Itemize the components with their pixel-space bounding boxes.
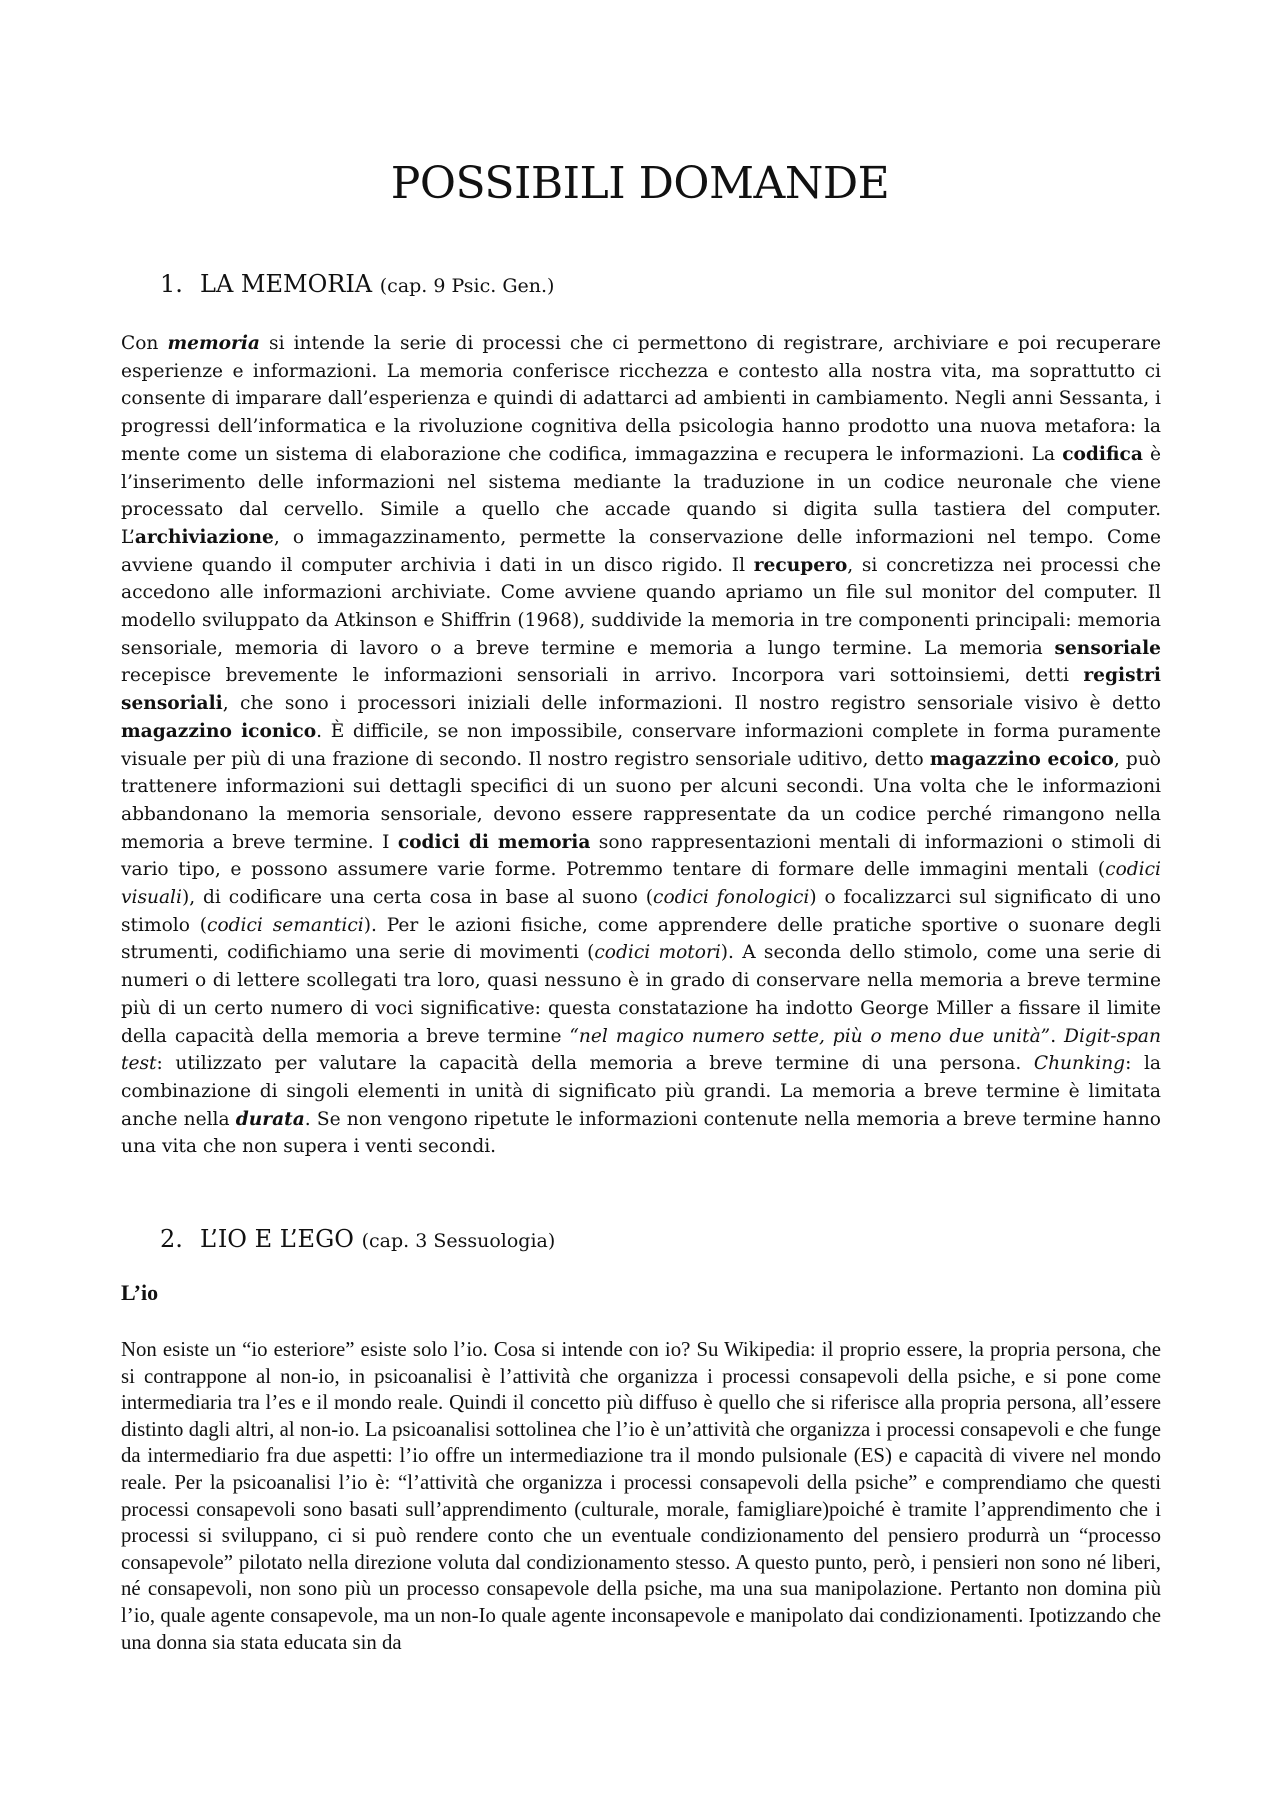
text-run: archiviazione <box>134 526 274 548</box>
text-run: registri sensoriali <box>121 665 1161 715</box>
text-run: durata <box>235 1108 305 1130</box>
text-run: . È difficile, se non impossibile, conservare informazioni complete in forma puramente visuale per più di una frazione di secondo. Il nostro registro sensoriale uditivo, detto <box>121 720 1161 770</box>
text-run: : la combinazione di singoli elementi in unità di significato più grandi. La memoria a breve termine è limitata anche nella <box>121 1053 1161 1130</box>
subsection-label: L’io <box>121 1280 159 1305</box>
text-run: , può trattenere informazioni sui dettagli specifici di un suono per alcuni secondi. Una volta che le informazioni abbandonano la memoria sensoriale, devono essere rappresentate da un codice perché rimangono nella memoria a breve termine. I <box>121 748 1162 853</box>
io-paragraph: Non esiste un “io esteriore” esiste solo l’io. Cosa si intende con io? Su Wikipedia: il proprio essere, la propria persona, che si contrappone al non-io, in psicoanalisi è l’attività che organizza i processi consapevoli della psiche, e si pone come intermediaria tra l’es e il mondo reale. Quindi il concetto più diffuso è quello che si riferisce alla propria persona, all’essere distinto dagli altri, al non-io. La psicoanalisi sottolinea che l’io è un’attività che organizza i processi consapevoli e che funge da intermediario fra due aspetti: l’io offre un intermediazione tra il mondo pulsionale (ES) e capacità di vivere nel mondo reale. Per la psicoanalisi l’io è: “l’attività che organizza i processi consapevoli della psiche” e comprendiamo che questi processi consapevoli sono basati sull’apprendimento (culturale, morale, famigliare)poiché è tramite l’apprendimento che i processi si sviluppano, ci si può rendere conto che un eventuale condizionamento del pensiero produrrà un “processo consapevole” pilotato nella direzione voluta dal condizionamento stesso. A questo punto, però, i pensieri non sono né liberi, né consapevoli, non sono più un processo consapevole della psiche, ma una sua manipolazione. Pertanto non domina più l’io, quale agente consapevole, ma un non-Io quale agente inconsapevole e manipolato dai condizionamenti. Ipotizzando che una donna sia stata educata sin da <box>121 1338 1161 1654</box>
section-number: 2. <box>160 1225 183 1253</box>
text-run: . <box>1050 1025 1065 1047</box>
text-run: : utilizzato per valutare la capacità della memoria a breve termine di una persona. <box>156 1053 1034 1075</box>
text-run: . Se non vengono ripetute le informazioni contenute nella memoria a breve termine hanno una vita che non supera i venti secondi. <box>121 1108 1161 1158</box>
text-run: codici semantici <box>207 914 364 936</box>
text-run: codici di memoria <box>397 831 591 853</box>
text-run: Con <box>121 333 168 354</box>
text-run: codici fonologici <box>653 887 810 909</box>
text-run: codici motori <box>594 942 721 964</box>
memoria-paragraph <box>121 330 1161 1161</box>
text-run: , che sono i processori iniziali delle informazioni. Il nostro registro sensoriale visivo è detto <box>222 693 1161 715</box>
text-run: Digit-span test <box>121 1025 1161 1075</box>
text-run: è l’inserimento delle informazioni nel sistema mediante la traduzione in un codice neuronale che viene processato dal cervello. Simile a quello che accade quando si digita sulla tastiera del computer. L’ <box>121 443 1161 548</box>
section-subtitle: (cap. 3 Sessuologia) <box>361 1230 556 1252</box>
section-title: LA MEMORIA <box>200 270 373 298</box>
section-heading-memoria <box>160 270 554 298</box>
text-run: , si concretizza nei processi che accedono alle informazioni archiviate. Come avviene quando apriamo un file sul monitor del computer. Il modello sviluppato da Atkinson e Shiffrin (1968), suddivide la memoria in tre componenti principali: memoria sensoriale, memoria di lavoro o a breve termine e memoria a lungo termine. La memoria <box>121 554 1161 659</box>
text-run: sensoriale <box>1054 637 1161 659</box>
text-run: recupero <box>753 554 848 576</box>
text-run: ) o focalizzarci sul significato di uno stimolo ( <box>121 887 1161 936</box>
section-subtitle: (cap. 9 Psic. Gen.) <box>379 275 555 297</box>
text-run: ). Per le azioni fisiche, come apprendere delle pratiche sportive o suonare degli strumenti, codifichiamo una serie di movimenti ( <box>121 914 1161 964</box>
text-run: si intende la serie di processi che ci permettono di registrare, archiviare e poi recuperare esperienze e informazioni. La memoria conferisce ricchezza e contesto alla nostra vita, ma soprattutto ci consente di imparare dall’esperienza e quindi di adattarci ad ambienti in cambiamento. Negli anni Sessanta, i progressi dell’informatica e la rivoluzione cognitiva della psicologia hanno prodotto una nuova metafora: la mente come un sistema di elaborazione che codifica, immagazzina e recupera le informazioni. La <box>121 333 1161 465</box>
section-title: L’IO E L’EGO <box>200 1225 354 1253</box>
section-number: 1. <box>160 270 183 298</box>
text-run: recepisce brevemente le informazioni sensoriali in arrivo. Incorpora vari sottoinsiemi, detti <box>121 665 1084 687</box>
text-run: memoria <box>167 333 260 354</box>
text-run: ), di codificare una certa cosa in base al suono ( <box>181 887 654 909</box>
page-title: POSSIBILI DOMANDE <box>390 158 890 209</box>
text-run: codifica <box>1062 443 1143 465</box>
section-heading-io-ego <box>160 1225 555 1253</box>
text-run: sono rappresentazioni mentali di informazioni o stimoli di vario tipo, e possono assumere varie forme. Potremmo tentare di formare delle immagini mentali ( <box>121 831 1162 881</box>
text-run: Chunking <box>1033 1053 1126 1075</box>
text-run: magazzino ecoico <box>929 748 1114 770</box>
text-run: magazzino iconico <box>121 720 317 742</box>
text-run: “nel magico numero sette, più o meno due unità” <box>569 1025 1051 1047</box>
text-run: codici visuali <box>121 859 1161 909</box>
text-run: , o immagazzinamento, permette la conservazione delle informazioni nel tempo. Come avviene quando il computer archivia i dati in un disco rigido. Il <box>121 526 1161 576</box>
text-run: ). A seconda dello stimolo, come una serie di numeri o di lettere scollegati tra loro, quasi nessuno è in grado di conservare nella memoria a breve termine più di un certo numero di voci significative: questa constatazione ha indotto George Miller a fissare il limite della capacità della memoria a breve termine <box>121 942 1162 1047</box>
